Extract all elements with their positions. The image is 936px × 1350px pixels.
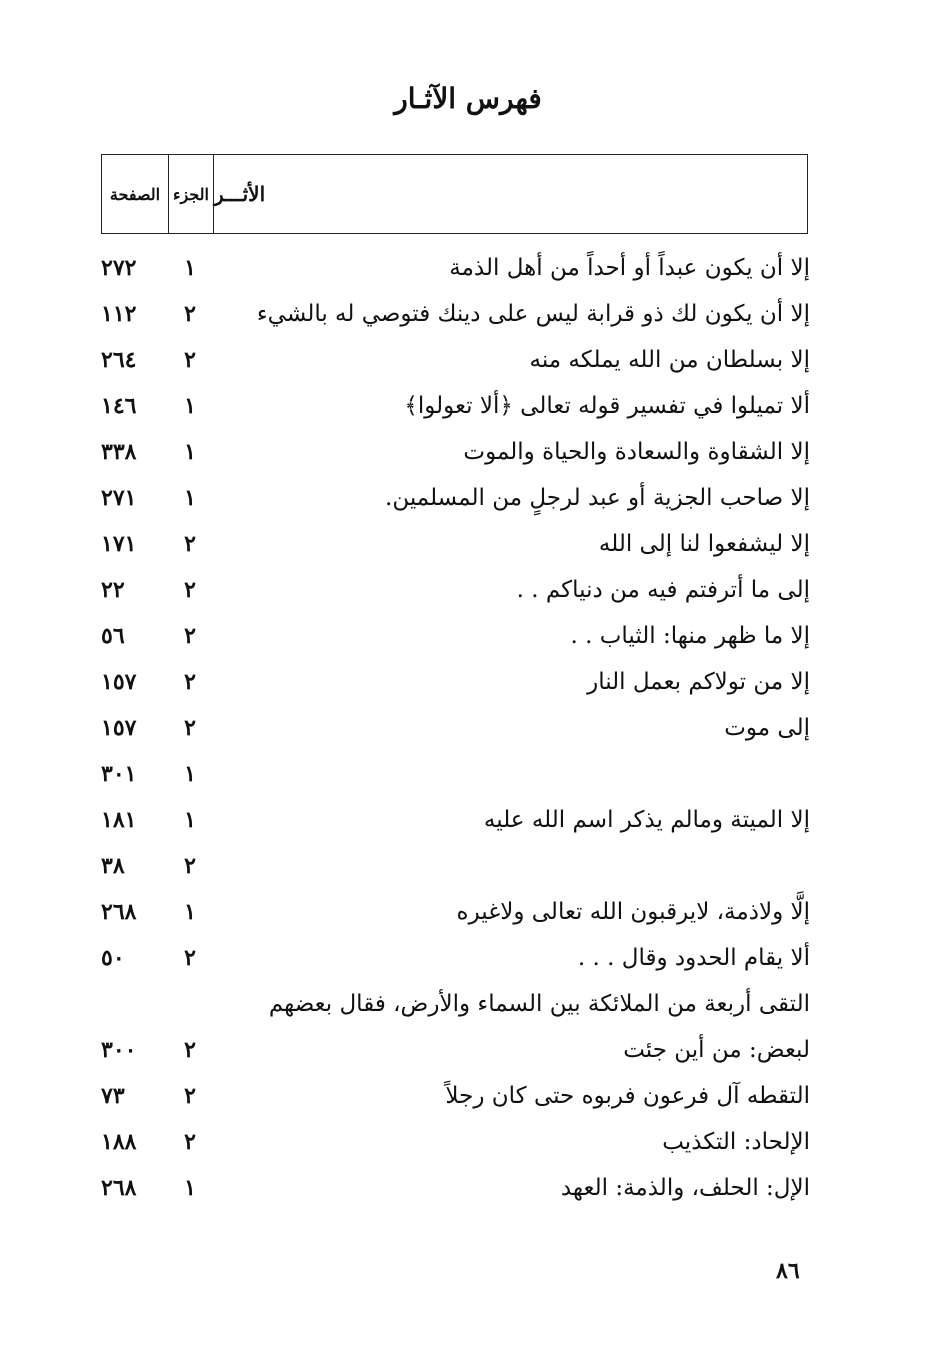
entry-juz: ٢ xyxy=(184,1129,196,1155)
entry-juz: ١ xyxy=(184,393,196,419)
list-item xyxy=(0,705,936,751)
entry-text: إلا صاحب الجزية أو عبد لرجلٍ من المسلمين. xyxy=(385,485,810,511)
entry-page: ١٤٦ xyxy=(101,393,137,419)
list-item xyxy=(0,981,936,1027)
entry-text: إلا ما ظهر منها: الثياب . . xyxy=(570,623,810,649)
list-item xyxy=(0,1165,936,1211)
entry-page: ١١٢ xyxy=(101,301,137,327)
entry-page: ١٥٧ xyxy=(101,715,137,741)
entry-text: إلا الشقاوة والسعادة والحياة والموت xyxy=(463,439,810,465)
entry-text: إلى ما أترفتم فيه من دنياكم . . xyxy=(516,577,810,603)
entry-text: إلا ليشفعوا لنا إلى الله xyxy=(598,531,810,557)
list-item xyxy=(0,337,936,383)
entry-page: ٥٦ xyxy=(101,623,125,649)
entry-juz: ١ xyxy=(184,485,196,511)
entry-page: ١٨٨ xyxy=(101,1129,137,1155)
entry-juz: ٢ xyxy=(184,623,196,649)
entry-juz: ١ xyxy=(184,899,196,925)
list-item xyxy=(0,1073,936,1119)
entry-text: إلا أن يكون عبداً أو أحداً من أهل الذمة xyxy=(449,255,810,281)
entry-text: إلا من تولاكم بعمل النار xyxy=(587,669,810,695)
entry-page: ٢٦٨ xyxy=(101,899,137,925)
entry-page: ٣٨ xyxy=(101,853,125,879)
entry-text: لبعض: من أين جئت xyxy=(623,1037,810,1063)
list-item xyxy=(0,843,936,889)
entry-page: ٣٣٨ xyxy=(101,439,137,465)
entry-text: الإل: الحلف، والذمة: العهد xyxy=(560,1175,810,1201)
list-item xyxy=(0,383,936,429)
page-title: فهرس الآثـار xyxy=(394,82,542,115)
list-item xyxy=(0,935,936,981)
entry-juz: ٢ xyxy=(184,531,196,557)
entry-page: ١٧١ xyxy=(101,531,137,557)
entry-text: التقطه آل فرعون فربوه حتى كان رجلاً xyxy=(445,1083,810,1109)
entry-page: ٣٠١ xyxy=(101,761,137,787)
entry-juz: ٢ xyxy=(184,715,196,741)
list-item xyxy=(0,889,936,935)
entry-page: ٢٧٢ xyxy=(101,255,137,281)
entry-text: الإلحاد: التكذيب xyxy=(662,1129,810,1155)
entry-text: إلى موت xyxy=(724,715,810,741)
entry-juz: ١ xyxy=(184,807,196,833)
header-athar: الأثـــر xyxy=(214,182,266,206)
entry-text: ألا يقام الحدود وقال . . . xyxy=(577,945,810,971)
entry-juz: ١ xyxy=(184,1175,196,1201)
entry-text: إلَّا ولاذمة، لايرقبون الله تعالى ولاغيره xyxy=(456,899,810,925)
entry-juz: ٢ xyxy=(184,945,196,971)
page-number: ٨٦ xyxy=(776,1258,800,1284)
list-item xyxy=(0,245,936,291)
list-item xyxy=(0,475,936,521)
table-header xyxy=(101,154,808,234)
header-juz: الجزء xyxy=(168,155,214,233)
entry-text: التقى أربعة من الملائكة بين السماء والأرض، فقال بعضهم xyxy=(268,991,810,1017)
entry-page: ٥٠ xyxy=(101,945,125,971)
header-page: الصفحة xyxy=(109,184,161,204)
entry-juz: ٢ xyxy=(184,577,196,603)
entry-page: ١٨١ xyxy=(101,807,137,833)
index-list xyxy=(0,245,936,1211)
entry-text: إلا بسلطان من الله يملكه منه xyxy=(529,347,810,373)
entry-page: ٢٢ xyxy=(101,577,125,603)
entry-juz: ٢ xyxy=(184,669,196,695)
list-item xyxy=(0,751,936,797)
entry-juz: ١ xyxy=(184,761,196,787)
entry-juz: ١ xyxy=(184,255,196,281)
entry-juz: ٢ xyxy=(184,1037,196,1063)
entry-juz: ٢ xyxy=(184,347,196,373)
entry-juz: ٢ xyxy=(184,853,196,879)
entry-text: إلا الميتة ومالم يذكر اسم الله عليه xyxy=(483,807,810,833)
entry-page: ١٥٧ xyxy=(101,669,137,695)
list-item xyxy=(0,613,936,659)
list-item xyxy=(0,797,936,843)
entry-juz: ٢ xyxy=(184,301,196,327)
list-item xyxy=(0,659,936,705)
entry-text: إلا أن يكون لك ذو قرابة ليس على دينك فتوصي له بالشيء xyxy=(256,301,810,327)
entry-juz: ١ xyxy=(184,439,196,465)
list-item xyxy=(0,567,936,613)
entry-page: ٣٠٠ xyxy=(101,1037,137,1063)
list-item xyxy=(0,1027,936,1073)
entry-page: ٧٣ xyxy=(101,1083,125,1109)
entry-juz: ٢ xyxy=(184,1083,196,1109)
list-item xyxy=(0,429,936,475)
list-item xyxy=(0,1119,936,1165)
entry-text: ألا تميلوا في تفسير قوله تعالى ﴿ألا تعولوا﴾ xyxy=(404,393,810,419)
list-item xyxy=(0,291,936,337)
entry-page: ٢٦٨ xyxy=(101,1175,137,1201)
entry-page: ٢٦٤ xyxy=(101,347,137,373)
list-item xyxy=(0,521,936,567)
entry-page: ٢٧١ xyxy=(101,485,137,511)
